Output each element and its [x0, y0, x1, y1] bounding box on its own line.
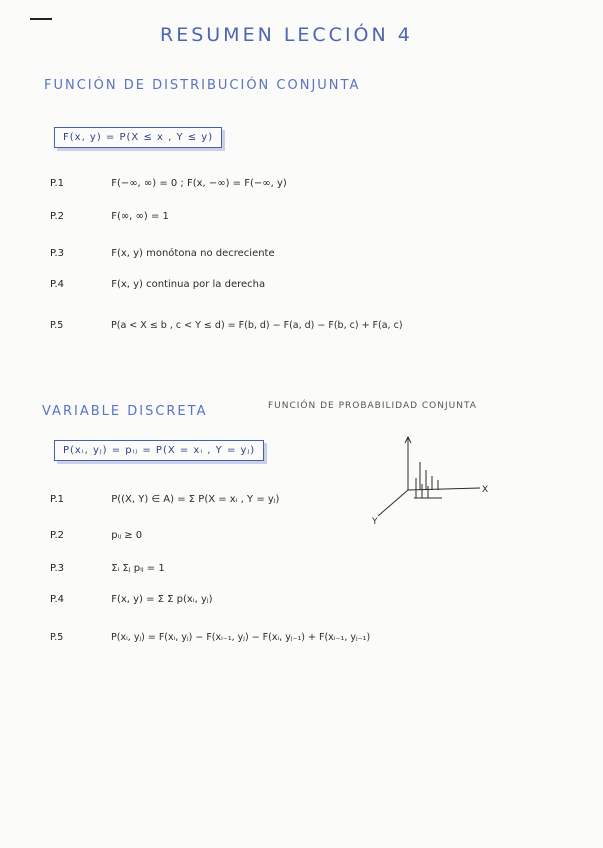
property-text: F(x, y) continua por la derecha	[111, 279, 266, 290]
property-row	[50, 563, 165, 574]
definition-box-distribution: F(x, y) = P(X ≤ x , Y ≤ y)	[54, 127, 222, 148]
property-row	[50, 178, 287, 189]
axes-sketch	[370, 432, 500, 527]
axis-y-label: Y	[372, 517, 378, 527]
property-label: P.2	[50, 211, 65, 222]
property-text: P((X, Y) ∈ A) = Σ P(X = xᵢ , Y = yⱼ)	[111, 494, 280, 505]
property-text: pᵢⱼ ≥ 0	[111, 530, 143, 541]
property-label: P.4	[50, 279, 65, 290]
property-row	[50, 279, 265, 290]
property-label: P.5	[50, 632, 64, 643]
property-row	[50, 211, 169, 222]
section-subheading: FUNCIÓN DE PROBABILIDAD CONJUNTA	[268, 401, 477, 411]
property-row	[50, 594, 213, 605]
property-text: P(a < X ≤ b , c < Y ≤ d) = F(b, d) − F(a, d) − F(b, c) + F(a, c)	[111, 320, 403, 331]
property-row	[50, 248, 275, 259]
property-row	[50, 530, 142, 541]
property-text: F(∞, ∞) = 1	[111, 211, 169, 222]
property-row	[50, 494, 279, 505]
axis-x-label: X	[482, 485, 489, 495]
property-label: P.3	[50, 248, 65, 259]
property-row	[50, 320, 403, 331]
property-label: P.5	[50, 320, 64, 331]
property-label: P.3	[50, 563, 65, 574]
ink-mark	[30, 18, 52, 20]
property-text: P(xᵢ, yⱼ) = F(xᵢ, yⱼ) − F(xᵢ₋₁, yⱼ) − F(xᵢ, yⱼ₋₁) + F(xᵢ₋₁, yⱼ₋₁)	[111, 632, 371, 643]
definition-box-probability: P(xᵢ, yⱼ) = pᵢⱼ = P(X = xᵢ , Y = yⱼ)	[54, 440, 264, 461]
property-label: P.4	[50, 594, 65, 605]
property-text: F(x, y) monótona no decreciente	[111, 248, 275, 259]
property-label: P.2	[50, 530, 65, 541]
page-title: RESUMEN LECCIÓN 4	[160, 24, 413, 46]
property-label: P.1	[50, 178, 65, 189]
property-row	[50, 632, 370, 643]
section-heading-discrete: VARIABLE DISCRETA	[42, 404, 208, 419]
property-text: F(−∞, ∞) = 0 ; F(x, −∞) = F(−∞, y)	[111, 178, 287, 189]
property-text: Σᵢ Σⱼ pᵢⱼ = 1	[111, 563, 165, 574]
property-text: F(x, y) = Σ Σ p(xᵢ, yⱼ)	[111, 594, 213, 605]
property-label: P.1	[50, 494, 65, 505]
section-heading-distribution: FUNCIÓN DE DISTRIBUCIÓN CONJUNTA	[44, 78, 361, 93]
